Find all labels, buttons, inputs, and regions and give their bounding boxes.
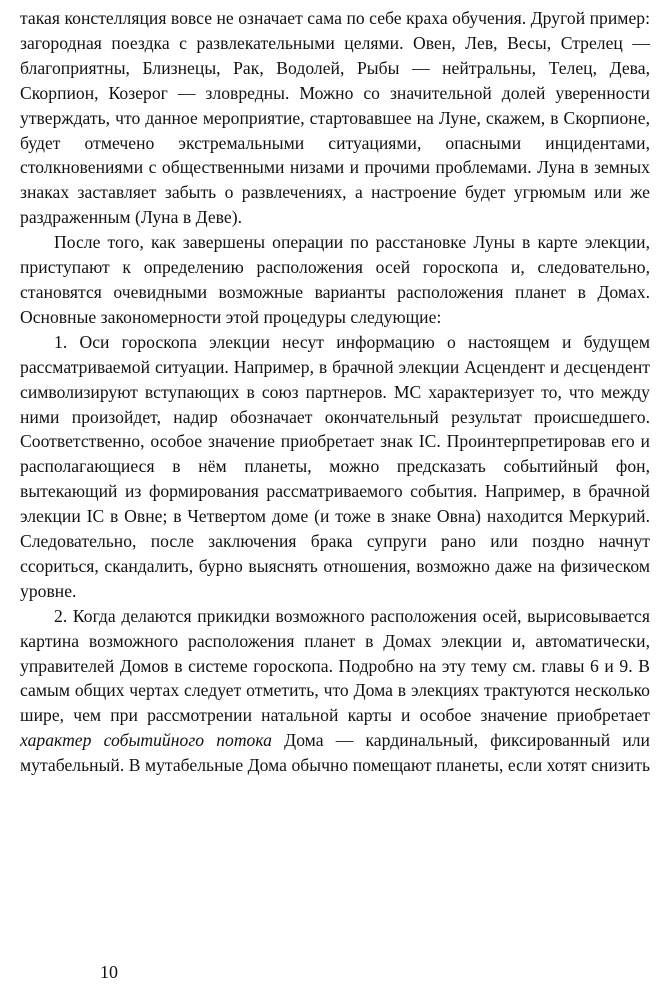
paragraph-3: 1. Оси гороскопа элекции несут информацию о настоящем и будущем рассматриваемой ситуации. Например, в брачной элекции Асцендент и десцендент символизируют вступающих в союз партнеров. МС характеризует то, что между ними произойдет, надир обозначает окончательный результат происшедшего. Соответственно, особое значение приобретает знак IC. Проинтерпретировав его и располагающиеся в нём планеты, можно предсказать событийный фон, вытекающий из формирования рассматриваемого события. Например, в брачной элекции IC в Овне; в Четвертом доме (и тоже в знаке Овна) находится Меркурий. Следовательно, после заключения брака супруги рано или поздно начнут ссориться, скандалить, бурно выяснять отношения, возможно даже на физическом уровне. [20,331,650,601]
paragraph-4-text-end: Дома — кардинальный, фиксированный или мутабельный. В мутабельные Дома обычно помещают планеты, если хотят снизить [20,730,650,776]
page-number: 10 [100,962,118,982]
paragraph-2: После того, как завершены операции по расстановке Луны в карте элекции, приступают к определению расположения осей гороскопа и, следовательно, становятся очевидными возможные варианты расположения планет в Домах. Основные закономерности этой процедуры следующие: [20,232,650,327]
body-text [20,6,650,778]
paragraph-4 [20,604,650,778]
paragraph-4-text-start: 2. Когда делаются прикидки возможного расположения осей, вырисовывается картина возможного расположения планет в Домах элекции и, автоматически, управителей Домов в системе гороскопа. Подробно на эту тему см. главы 6 и 9. В самым общих чертах следует отметить, что Дома в элекциях трактуются несколько шире, чем при рассмотрении натальной карты и особое значение приобретает [20,605,650,726]
italic-emphasis: характер событийного потока [20,730,272,751]
paragraph-1: такая констелляция вовсе не означает сама по себе краха обучения. Другой пример: загородная поездка с развлекательными целями. Овен, Лев, Весы, Стрелец — благоприятны, Близнецы, Рак, Водолей, Рыбы — нейтральны, Телец, Дева, Скорпион, Козерог — зловредны. Можно со значительной долей уверенности утверждать, что данное мероприятие, стартовавшее на Луне, скажем, в Скорпионе, будет отмечено экстремальными ситуациями, опасными инцидентами, столкновениями с общественными низами и прочими проблемами. Луна в земных знаках заставляет забыть о развлечениях, а настроение будет угрюмым или же раздраженным (Луна в Деве). [20,8,650,228]
